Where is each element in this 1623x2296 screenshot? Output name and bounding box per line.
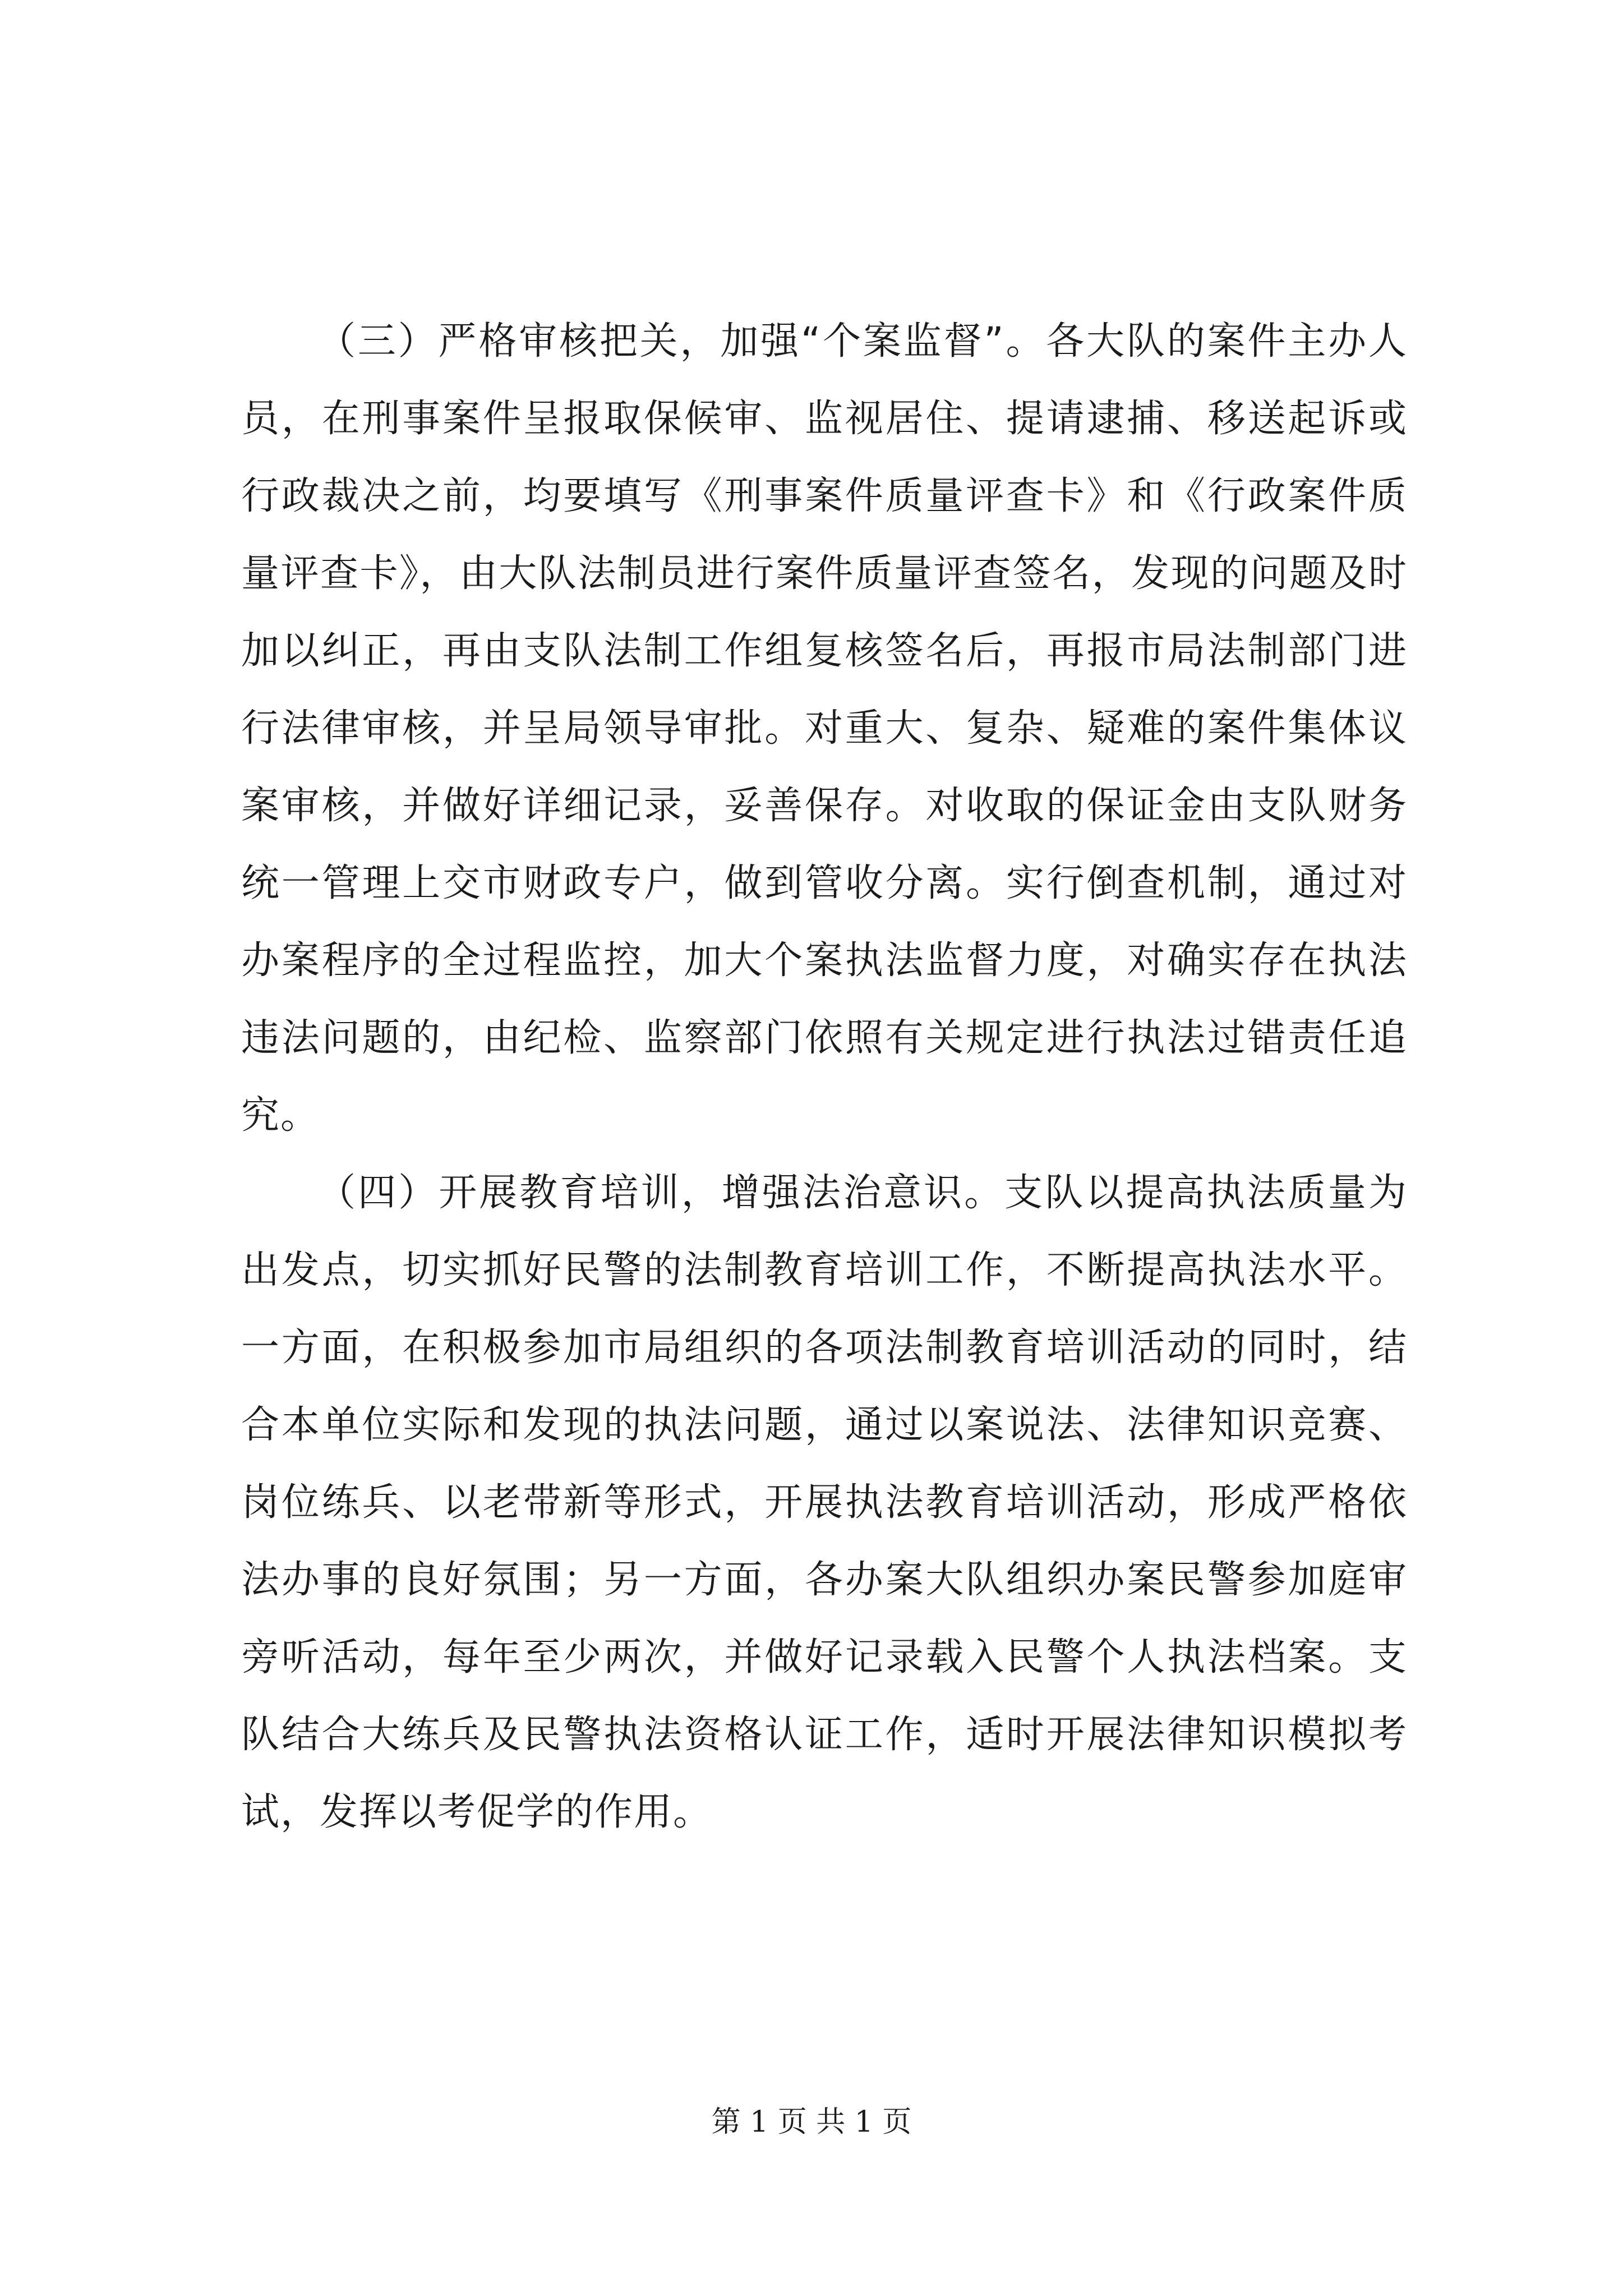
document-body <box>241 303 1408 1851</box>
paragraph-education-training: （四）开展教育培训，增强法治意识。支队以提高执法质量为出发点，切实抓好民警的法制教育培训工作，不断提高执法水平。一方面，在积极参加市局组织的各项法制教育培训活动的同时，结合本单位实际和发现的执法问题，通过以案说法、法律知识竞赛、岗位练兵、以老带新等形式，开展执法教育培训活动，形成严格依法办事的良好氛围；另一方面，各办案大队组织办案民警参加庭审旁听活动，每年至少两次，并做好记录载入民警个人执法档案。支队结合大练兵及民警执法资格认证工作，适时开展法律知识模拟考试，发挥以考促学的作用。 <box>241 1171 1408 1834</box>
page-footer: 第 1 页 共 1 页 <box>711 2105 912 2139</box>
paragraph-review-supervision: （三）严格审核把关，加强“个案监督”。各大队的案件主办人员，在刑事案件呈报取保候审、监视居住、提请逮捕、移送起诉或行政裁决之前，均要填写《刑事案件质量评查卡》和《行政案件质量评查卡》，由大队法制员进行案件质量评查签名，发现的问题及时加以纠正，再由支队法制工作组复核签名后，再报市局法制部门进行法律审核，并呈局领导审批。对重大、复杂、疑难的案件集体议案审核，并做好详细记录，妥善保存。对收取的保证金由支队财务统一管理上交市财政专户，做到管收分离。实行倒查机制，通过对办案程序的全过程监控，加大个案执法监督力度，对确实存在执法违法问题的，由纪检、监察部门依照有关规定进行执法过错责任追究。 <box>241 319 1408 1138</box>
